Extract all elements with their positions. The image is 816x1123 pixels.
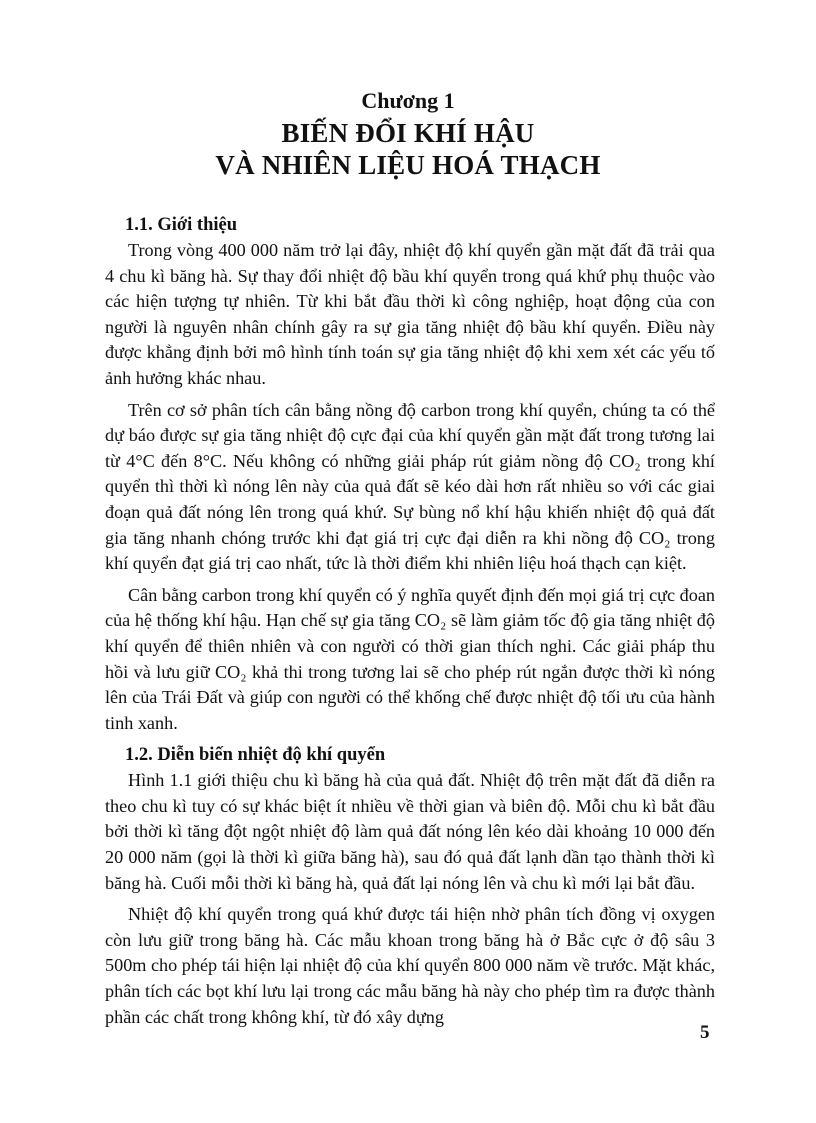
page-number: 5 [700, 1022, 710, 1043]
section-heading-1-2: 1.2. Diễn biến nhiệt độ khí quyển [125, 745, 386, 766]
paragraph: Cân bằng carbon trong khí quyển có ý nghĩa quyết định đến mọi giá trị cực đoan của hệ thống khí hậu. Hạn chế sự gia tăng CO₂ sẽ làm giảm tốc độ gia tăng nhiệt độ khí quyển để thiên nhiên và con người có thời gian thích nghi. Các giải pháp thu hồi và lưu giữ CO₂ khả thi trong tương lai sẽ cho phép rút ngắn được thời kì nóng lên của Trái Đất và giúp con người có thể khống chế được nhiệt độ tối ưu của hành tinh xanh. [105, 584, 715, 733]
section-heading-1-1: 1.1. Giới thiệu [125, 215, 238, 235]
body-text [105, 212, 715, 1036]
chapter-label: Chương 1 [361, 88, 455, 113]
paragraph: Trong vòng 400 000 năm trở lại đây, nhiệt độ khí quyển gần mặt đất đã trải qua 4 chu kì băng hà. Sự thay đổi nhiệt độ bầu khí quyển trong quá khứ phụ thuộc vào các hiện tượng tự nhiên. Từ khi bắt đầu thời kì công nghiệp, hoạt động của con người là nguyên nhân chính gây ra sự gia tăng nhiệt độ bầu khí quyển. Điều này được khẳng định bởi mô hình tính toán sự gia tăng nhiệt độ khi xem xét các yếu tố ảnh hưởng khác nhau. [105, 240, 715, 388]
chapter-title-line2: VÀ NHIÊN LIỆU HOÁ THẠCH [215, 150, 601, 180]
paragraph: Nhiệt độ khí quyển trong quá khứ được tái hiện nhờ phân tích đồng vị oxygen còn lưu giữ trong băng hà. Các mẫu khoan trong băng hà ở Bắc cực ở độ sâu 3 500m cho phép tái hiện lại nhiệt độ của khí quyển 800 000 năm về trước. Mặt khác, phân tích các bọt khí lưu lại trong các mẫu băng hà này cho phép tìm ra được thành phần các chất trong không khí, từ đó xây dựng [105, 904, 715, 1027]
chapter-title-line1: BIẾN ĐỔI KHÍ HẬU [281, 118, 535, 148]
paragraph: Trên cơ sở phân tích cân bằng nồng độ carbon trong khí quyển, chúng ta có thể dự báo được sự gia tăng nhiệt độ cực đại của khí quyển gần mặt đất trong tương lai từ 4°C đến 8°C. Nếu không có những giải pháp rút giảm nồng độ CO₂ trong khí quyển thì thời kì nóng lên này của quả đất sẽ kéo dài hơn rất nhiều so với các giai đoạn quả đất nóng lên trong quá khứ. Sự bùng nổ khí hậu khiến nhiệt độ quả đất gia tăng nhanh chóng trước khi đạt giá trị cực đại diễn ra khi nồng độ CO₂ trong khí quyển đạt giá trị cao nhất, tức là thời điểm khi nhiên liệu hoá thạch cạn kiệt. [105, 399, 715, 574]
paragraph: Hình 1.1 giới thiệu chu kì băng hà của quả đất. Nhiệt độ trên mặt đất đã diễn ra theo chu kì tuy có sự khác biệt ít nhiều về thời gian và biên độ. Mỗi chu kì bắt đầu bởi thời kì tăng đột ngột nhiệt độ làm quả đất nóng lên kéo dài khoảng 10 000 đến 20 000 năm (gọi là thời kì giữa băng hà), sau đó quả đất lạnh dần tạo thành thời kì băng hà. Cuối mỗi thời kì băng hà, quả đất lại nóng lên và chu kì mới lại bắt đầu. [105, 770, 715, 893]
